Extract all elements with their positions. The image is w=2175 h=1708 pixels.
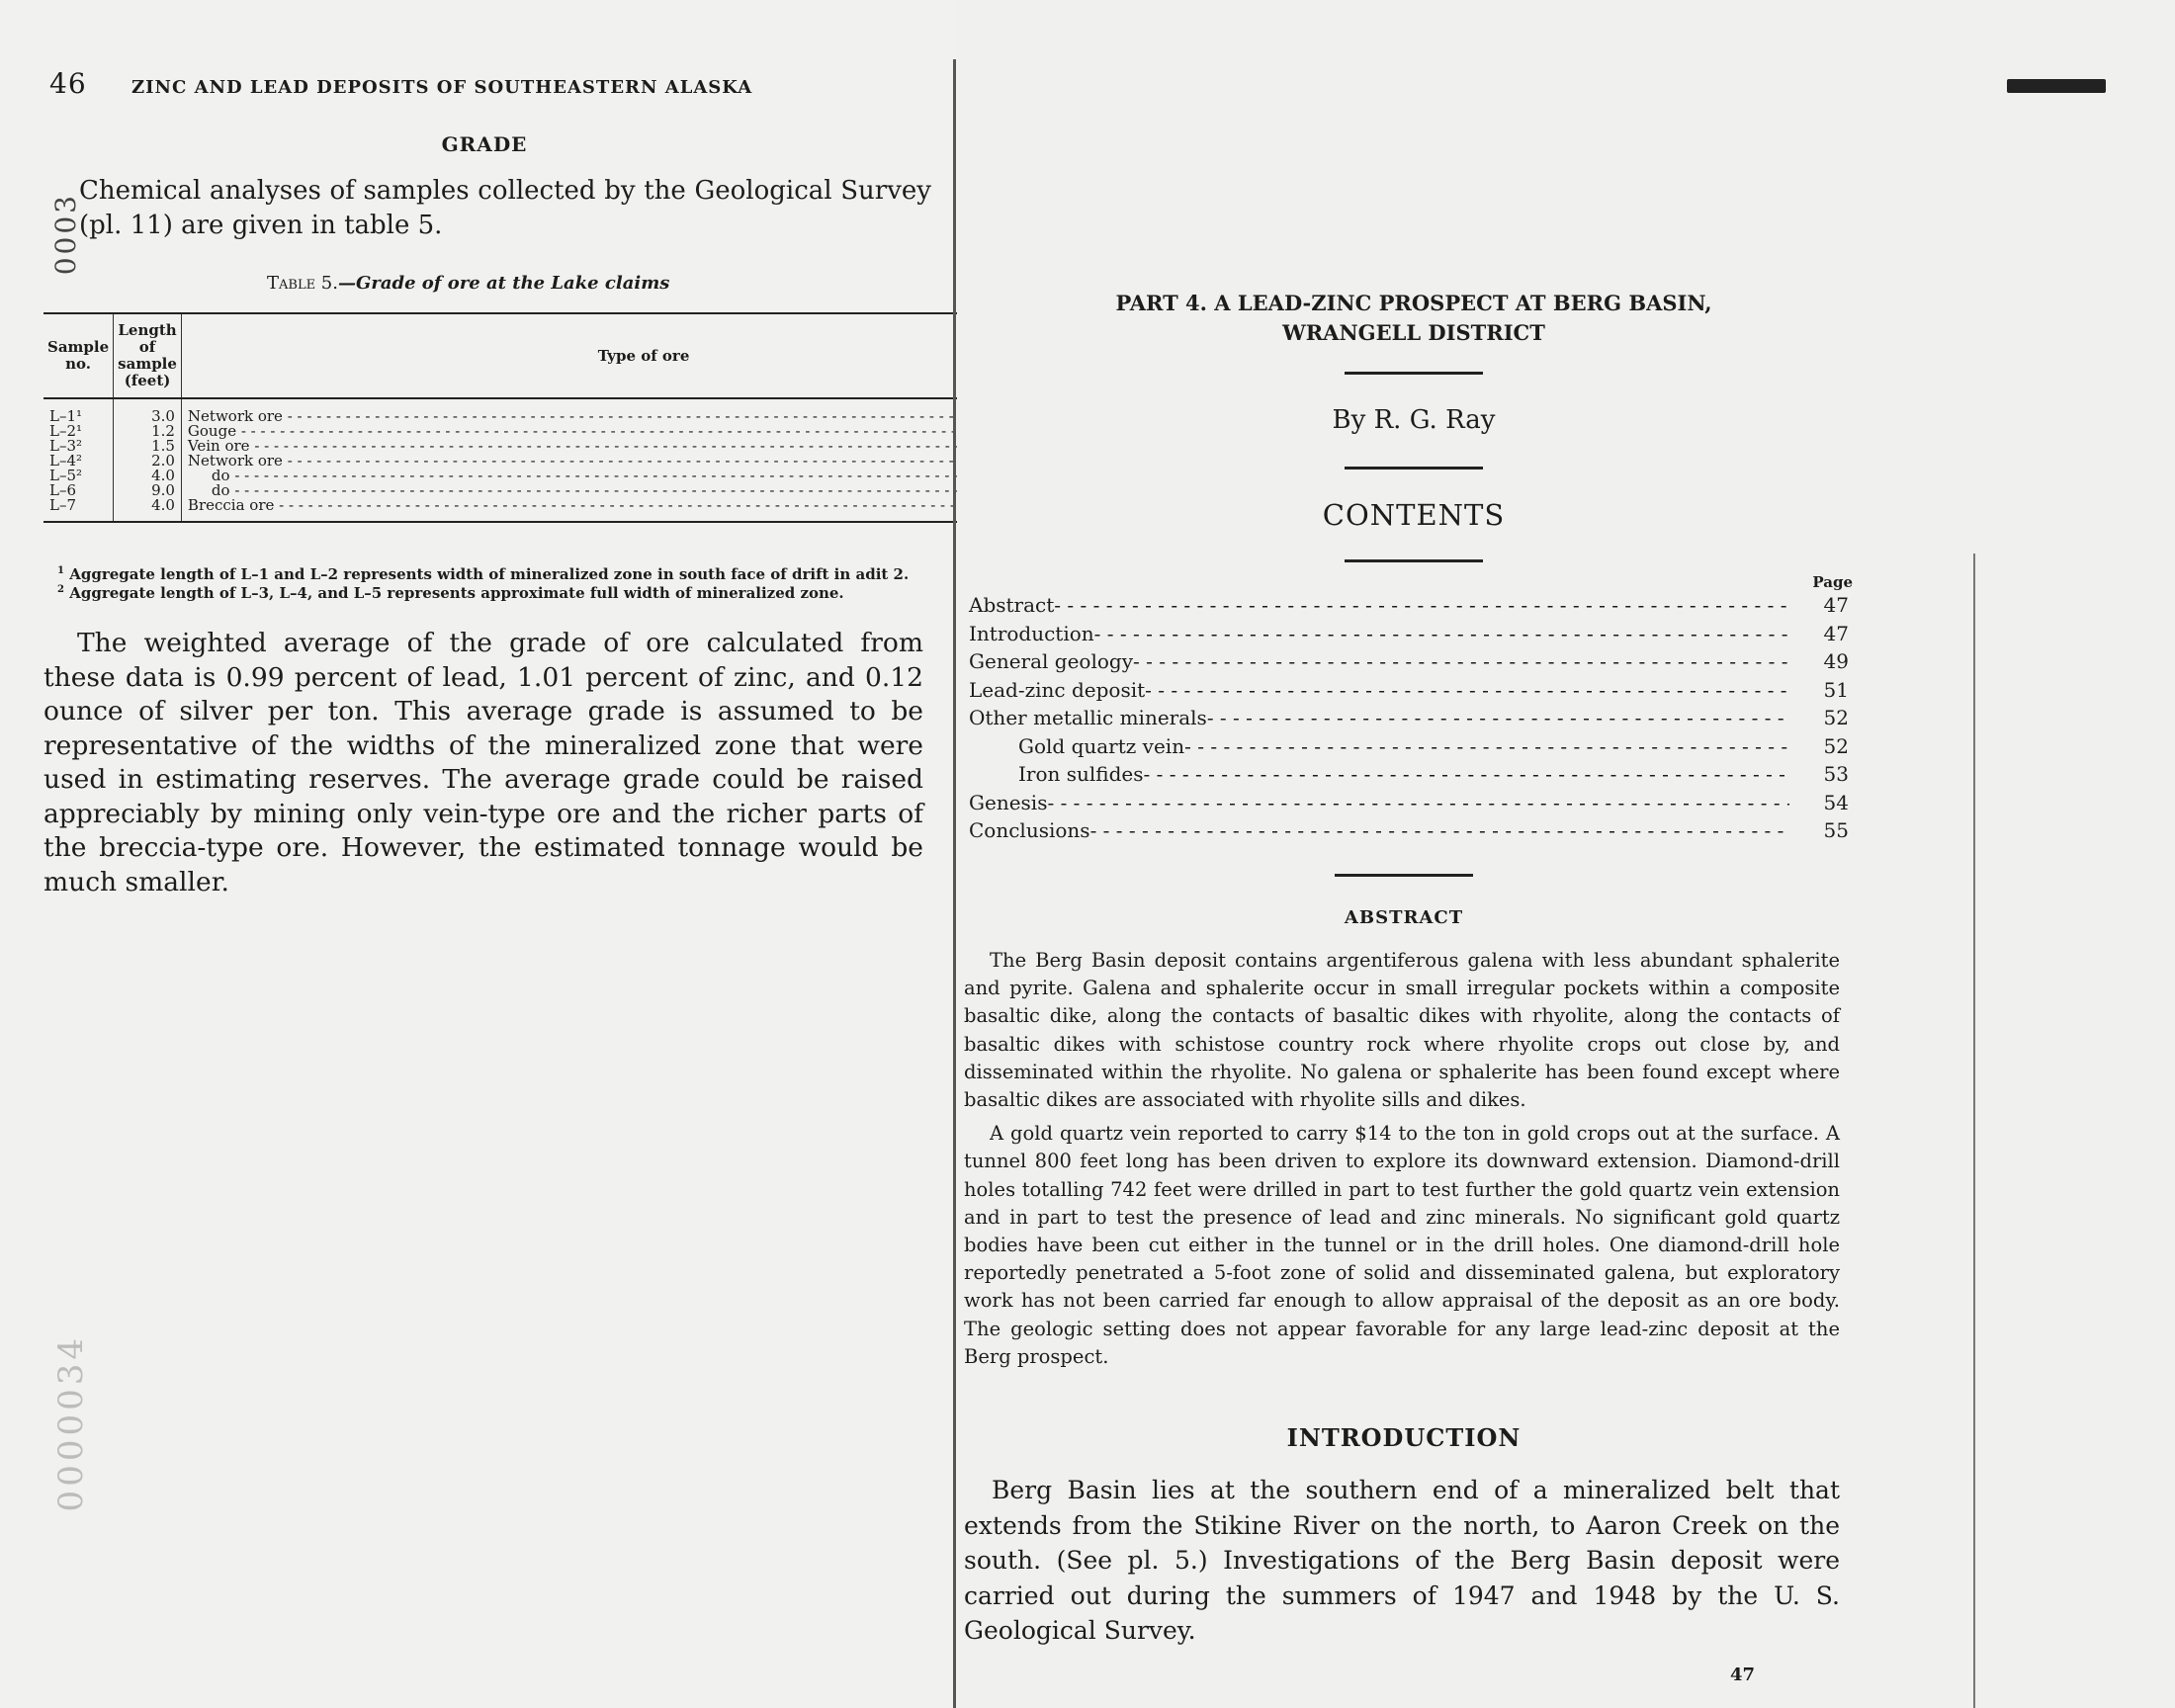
abstract-heading: ABSTRACT — [1344, 907, 1464, 928]
cell-sample: L–7 — [44, 498, 114, 522]
rule-divider — [1345, 372, 1483, 375]
running-head — [49, 67, 900, 100]
cell-length: 2.0 — [114, 454, 182, 469]
page-edge — [1973, 554, 1975, 1708]
cell-sample: L–4² — [49, 452, 83, 470]
rule-divider — [1345, 559, 1483, 562]
toc-page-label: Page — [1812, 573, 1853, 591]
cell-length: 9.0 — [114, 483, 182, 498]
page-number: 46 — [49, 67, 87, 100]
table-caption: —Grade of ore at the Lake claims — [337, 273, 670, 294]
abstract-paragraph: A gold quartz vein reported to carry $14 to the ton in gold crops out at the surface. A tunnel 800 feet long has been driven to explore its downward extension. Diamond-drill holes totalling 742 feet were drilled in part to test further the gold quartz vein extension and in part to test the presence of lead and zinc minerals. No significant gold quartz bodies have been cut either in the tunnel or in the drill holes. One diamond-drill hole reportedly penetrated a 5-foot zone of solid and disseminated galena, but exploratory work has not been carried far enough to allow appraisal of the deposit as an ore body. The geologic setting does not appear favorable for any large lead-zinc deposit at the Berg prospect. — [964, 1122, 1840, 1368]
cell-type: Gouge - - - — [181, 424, 1105, 439]
scan-mark — [2007, 79, 2106, 93]
cell-type: do - - - — [181, 483, 1105, 498]
margin-stamp-top: 0003 — [49, 193, 82, 276]
section-heading-grade: GRADE — [441, 132, 528, 156]
toc-entry[interactable]: Introduction - - - 47 — [969, 620, 1849, 648]
page-gutter — [953, 59, 956, 1708]
part-title — [1078, 289, 1750, 348]
cell-type: Network ore - - - — [181, 454, 1105, 469]
header-length: Length of sample (feet) — [114, 313, 182, 398]
toc-subentry[interactable]: Iron sulfides - - - 53 — [969, 760, 1849, 789]
header-sample: Sample no. — [44, 313, 114, 398]
footnote-2: $^2$ Aggregate length of L–3, L–4, and L–5 represents approximate full width of mineralized zone. — [57, 584, 844, 602]
introduction-heading: INTRODUCTION — [1286, 1423, 1522, 1452]
cell-length: 1.5 — [114, 439, 182, 454]
rule-divider — [1345, 467, 1483, 470]
cell-length: 3.0 — [114, 398, 182, 424]
toc-entry[interactable]: Abstract - - - 47 — [969, 591, 1849, 620]
part-title-line1: PART 4. A LEAD-ZINC PROSPECT AT BERG BASIN, — [1115, 291, 1712, 315]
cell-length: 4.0 — [114, 469, 182, 483]
toc-entry[interactable]: General geology - - - 49 — [969, 647, 1849, 676]
cell-sample: L–3² — [49, 437, 83, 455]
toc-entry[interactable]: Lead-zinc deposit - - - 51 — [969, 676, 1849, 705]
cell-sample: L–6 — [49, 481, 77, 499]
cell-type: do - - - — [181, 469, 1105, 483]
abstract-paragraph: The Berg Basin deposit contains argentiferous galena with less abundant sphalerite and pyrite. Galena and sphalerite occur in small irregular pockets within a composite basaltic dike, along the contacts of basaltic dikes with rhyolite, along the contacts of basaltic dikes with schistose country rock where rhyolite crops out close by, and disseminated within the rhyolite. No galena or sphalerite has been found except where basaltic dikes are associated with rhyolite sills and dikes. — [964, 949, 1840, 1112]
table-title — [267, 273, 669, 294]
table-label: Table 5. — [267, 273, 338, 294]
byline: By R. G. Ray — [1332, 405, 1496, 435]
cell-type: Vein ore - - - — [181, 439, 1105, 454]
part-title-line2: WRANGELL DISTRICT — [1282, 320, 1545, 345]
cell-length: 4.0 — [114, 498, 182, 522]
table-of-contents — [969, 591, 1849, 845]
table-footnotes — [57, 563, 927, 601]
left-page — [0, 0, 957, 1708]
cell-sample: L–5² — [49, 467, 83, 484]
folio-page-number: 47 — [1730, 1665, 1756, 1685]
abstract-body — [964, 947, 1840, 1371]
toc-entry[interactable]: Conclusions - - - 55 — [969, 816, 1849, 845]
header-type: Type of ore — [181, 313, 1105, 398]
contents-heading: CONTENTS — [1322, 498, 1506, 532]
cell-sample: L–1¹ — [49, 407, 83, 425]
cell-type: Breccia ore - - - — [181, 498, 1105, 522]
cell-sample: L–2¹ — [49, 422, 83, 440]
cell-length: 1.2 — [114, 424, 182, 439]
introduction-paragraph: Berg Basin lies at the southern end of a mineralized belt that extends from the Stikine River on the north, to Aaron Creek on the south. (See pl. 5.) Investigations of the Berg Basin deposit were carried out during the summers of 1947 and 1948 by the U. S. Geological Survey. — [964, 1476, 1840, 1645]
running-title: ZINC AND LEAD DEPOSITS OF SOUTHEASTERN ALASKA — [131, 77, 753, 98]
cell-type: Network ore - - - — [181, 398, 1105, 424]
footnote-1: $^1$ Aggregate length of L–1 and L–2 represents width of mineralized zone in south face of drift in adit 2. — [57, 565, 910, 583]
toc-subentry[interactable]: Gold quartz vein - - - 52 — [969, 732, 1849, 761]
rule-divider — [1335, 874, 1473, 877]
introduction-body — [964, 1473, 1840, 1649]
toc-entry[interactable]: Other metallic minerals - - - 52 — [969, 704, 1849, 732]
margin-stamp: 0000034 — [51, 1334, 91, 1512]
body-paragraph: The weighted average of the grade of ore calculated from these data is 0.99 percent of lead, 1.01 percent of zinc, and 0.12 ounce of silver per ton. This average grade is assumed to be representative of the widths of the mineralized zone that were used in estimating reserves. The average grade could be raised appreciably by mining only vein-type ore and the richer parts of the breccia-type ore. However, the estimated tonnage would be much smaller. — [44, 628, 923, 897]
toc-entry[interactable]: Genesis - - - 54 — [969, 789, 1849, 817]
intro-paragraph: Chemical analyses of samples collected by the Geological Survey (pl. 11) are given in table 5. — [79, 176, 931, 240]
